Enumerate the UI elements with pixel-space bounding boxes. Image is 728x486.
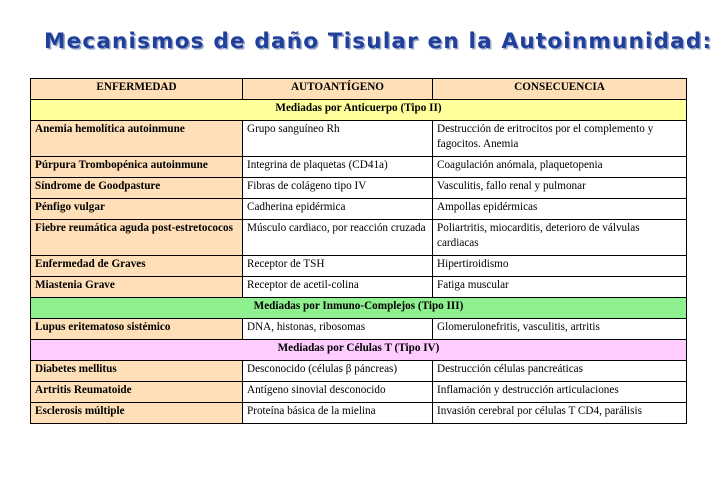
column-header-consecuencia: CONSECUENCIA xyxy=(433,79,687,100)
cell-consecuencia: Poliartritis, miocarditis, deterioro de válvulas cardiacas xyxy=(433,220,687,256)
cell-consecuencia: Destrucción de eritrocitos por el complemento y fagocitos. Anemia xyxy=(433,121,687,157)
table-header-row xyxy=(31,79,687,100)
group-label: Mediadas por Células T (Tipo IV) xyxy=(31,340,687,361)
cell-autoantigeno: Cadherina epidérmica xyxy=(243,199,433,220)
cell-consecuencia: Glomerulonefritis, vasculitis, artritis xyxy=(433,319,687,340)
cell-enfermedad: Enfermedad de Graves xyxy=(31,256,243,277)
table-row xyxy=(31,220,687,256)
cell-enfermedad: Anemia hemolítica autoinmune xyxy=(31,121,243,157)
table-row xyxy=(31,199,687,220)
cell-enfermedad: Diabetes mellitus xyxy=(31,361,243,382)
cell-enfermedad: Fiebre reumática aguda post-estretococos xyxy=(31,220,243,256)
cell-autoantigeno: Grupo sanguíneo Rh xyxy=(243,121,433,157)
column-header-autoantigeno: AUTOANTÍGENO xyxy=(243,79,433,100)
cell-consecuencia: Hipertiroidismo xyxy=(433,256,687,277)
cell-autoantigeno: Receptor de acetil-colina xyxy=(243,277,433,298)
group-row-tipo-iii xyxy=(31,298,687,319)
group-label: Mediadas por Inmuno-Complejos (Tipo III) xyxy=(31,298,687,319)
group-row-tipo-ii xyxy=(31,100,687,121)
autoimmunity-table xyxy=(30,78,687,424)
group-row-tipo-iv xyxy=(31,340,687,361)
cell-consecuencia: Ampollas epidérmicas xyxy=(433,199,687,220)
cell-autoantigeno: DNA, histonas, ribosomas xyxy=(243,319,433,340)
cell-consecuencia: Fatiga muscular xyxy=(433,277,687,298)
cell-autoantigeno: Fibras de colágeno tipo IV xyxy=(243,178,433,199)
cell-consecuencia: Inflamación y destrucción articulaciones xyxy=(433,382,687,403)
table-row xyxy=(31,403,687,424)
cell-autoantigeno: Receptor de TSH xyxy=(243,256,433,277)
cell-autoantigeno: Antígeno sinovial desconocido xyxy=(243,382,433,403)
cell-enfermedad: Artritis Reumatoide xyxy=(31,382,243,403)
table-row xyxy=(31,256,687,277)
table-row xyxy=(31,121,687,157)
cell-enfermedad: Miastenia Grave xyxy=(31,277,243,298)
cell-enfermedad: Pénfigo vulgar xyxy=(31,199,243,220)
cell-enfermedad: Lupus eritematoso sistémico xyxy=(31,319,243,340)
table-row xyxy=(31,319,687,340)
table-row xyxy=(31,382,687,403)
cell-autoantigeno: Desconocido (células β páncreas) xyxy=(243,361,433,382)
cell-enfermedad: Esclerosis múltiple xyxy=(31,403,243,424)
cell-enfermedad: Púrpura Trombopénica autoinmune xyxy=(31,157,243,178)
cell-consecuencia: Destrucción células pancreáticas xyxy=(433,361,687,382)
cell-autoantigeno: Proteína básica de la mielina xyxy=(243,403,433,424)
table-row xyxy=(31,178,687,199)
table-row xyxy=(31,361,687,382)
table-row xyxy=(31,277,687,298)
cell-consecuencia: Invasión cerebral por células T CD4, parálisis xyxy=(433,403,687,424)
cell-consecuencia: Coagulación anómala, plaquetopenia xyxy=(433,157,687,178)
group-label: Mediadas por Anticuerpo (Tipo II) xyxy=(31,100,687,121)
column-header-enfermedad: ENFERMEDAD xyxy=(31,79,243,100)
cell-consecuencia: Vasculitis, fallo renal y pulmonar xyxy=(433,178,687,199)
cell-autoantigeno: Músculo cardiaco, por reacción cruzada xyxy=(243,220,433,256)
page-title: Mecanismos de daño Tisular en la Autoinmunidad: xyxy=(44,29,713,54)
cell-enfermedad: Síndrome de Goodpasture xyxy=(31,178,243,199)
cell-autoantigeno: Integrina de plaquetas (CD41a) xyxy=(243,157,433,178)
table-row xyxy=(31,157,687,178)
